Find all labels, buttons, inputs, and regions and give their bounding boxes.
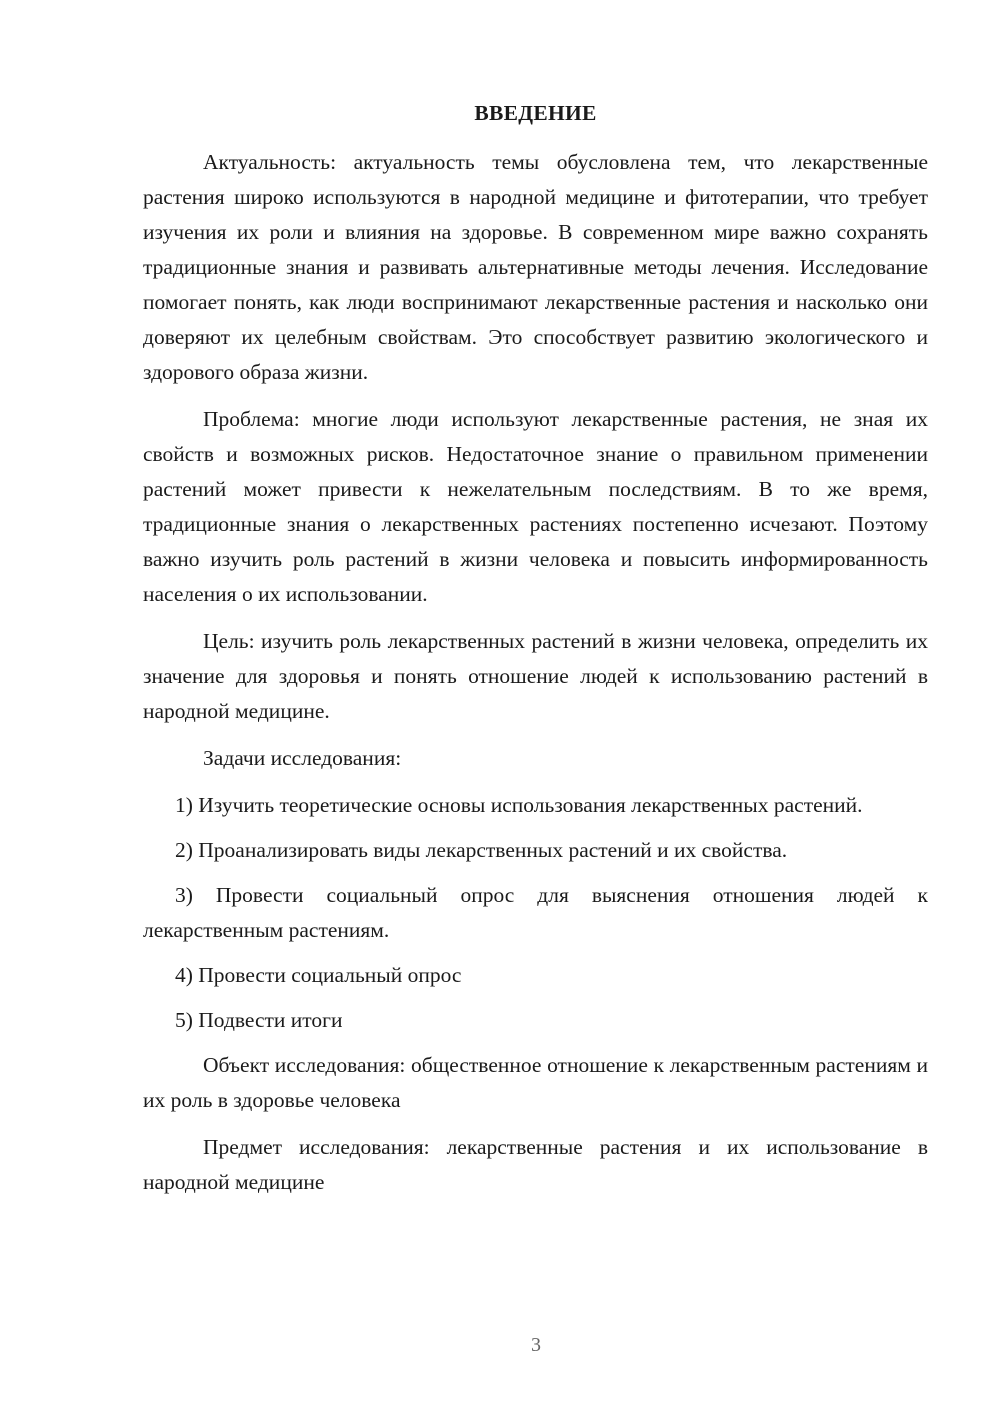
object-paragraph: Объект исследования: общественное отношение к лекарственным растениям и их роль в здоровье человека bbox=[143, 1053, 928, 1112]
list-item: 5) Подвести итоги bbox=[175, 1008, 343, 1032]
problem-paragraph: Проблема: многие люди используют лекарственные растения, не зная их свойств и возможных рисков. Недостаточное знание о правильном применении растений может привести к нежелательным последствиям. В то же время, традиционные знания о лекарственных растениях постепенно исчезают. Поэтому важно изучить роль растений в жизни человека и повысить информированность населения о их использовании. bbox=[143, 407, 928, 606]
list-item: 4) Провести социальный опрос bbox=[175, 963, 462, 987]
document-page bbox=[143, 96, 928, 1212]
goal-paragraph: Цель: изучить роль лекарственных растений в жизни человека, определить их значение для здоровья и понять отношение людей к использованию растений в народной медицине. bbox=[143, 629, 928, 723]
list-item: 1) Изучить теоретические основы использования лекарственных растений. bbox=[175, 793, 863, 817]
relevance-paragraph: Актуальность: актуальность темы обусловлена тем, что лекарственные растения широко используются в народной медицине и фитотерапии, что требует изучения их роли и влияния на здоровье. В современном мире важно сохранять традиционные знания и развивать альтернативные методы лечения. Исследование помогает понять, как люди воспринимают лекарственные растения и насколько они доверяют их целебным свойствам. Это способствует развитию экологического и здорового образа жизни. bbox=[143, 150, 928, 384]
page-title: ВВЕДЕНИЕ bbox=[474, 101, 597, 125]
tasks-heading: Задачи исследования: bbox=[203, 746, 402, 770]
page-number: 3 bbox=[531, 1334, 541, 1356]
list-item: 2) Проанализировать виды лекарственных растений и их свойства. bbox=[175, 838, 788, 862]
tasks-list bbox=[143, 788, 928, 1038]
list-item: 3) Провести социальный опрос для выяснения отношения людей к лекарственным растениям. bbox=[143, 883, 928, 942]
subject-paragraph: Предмет исследования: лекарственные растения и их использование в народной медицине bbox=[143, 1135, 928, 1194]
